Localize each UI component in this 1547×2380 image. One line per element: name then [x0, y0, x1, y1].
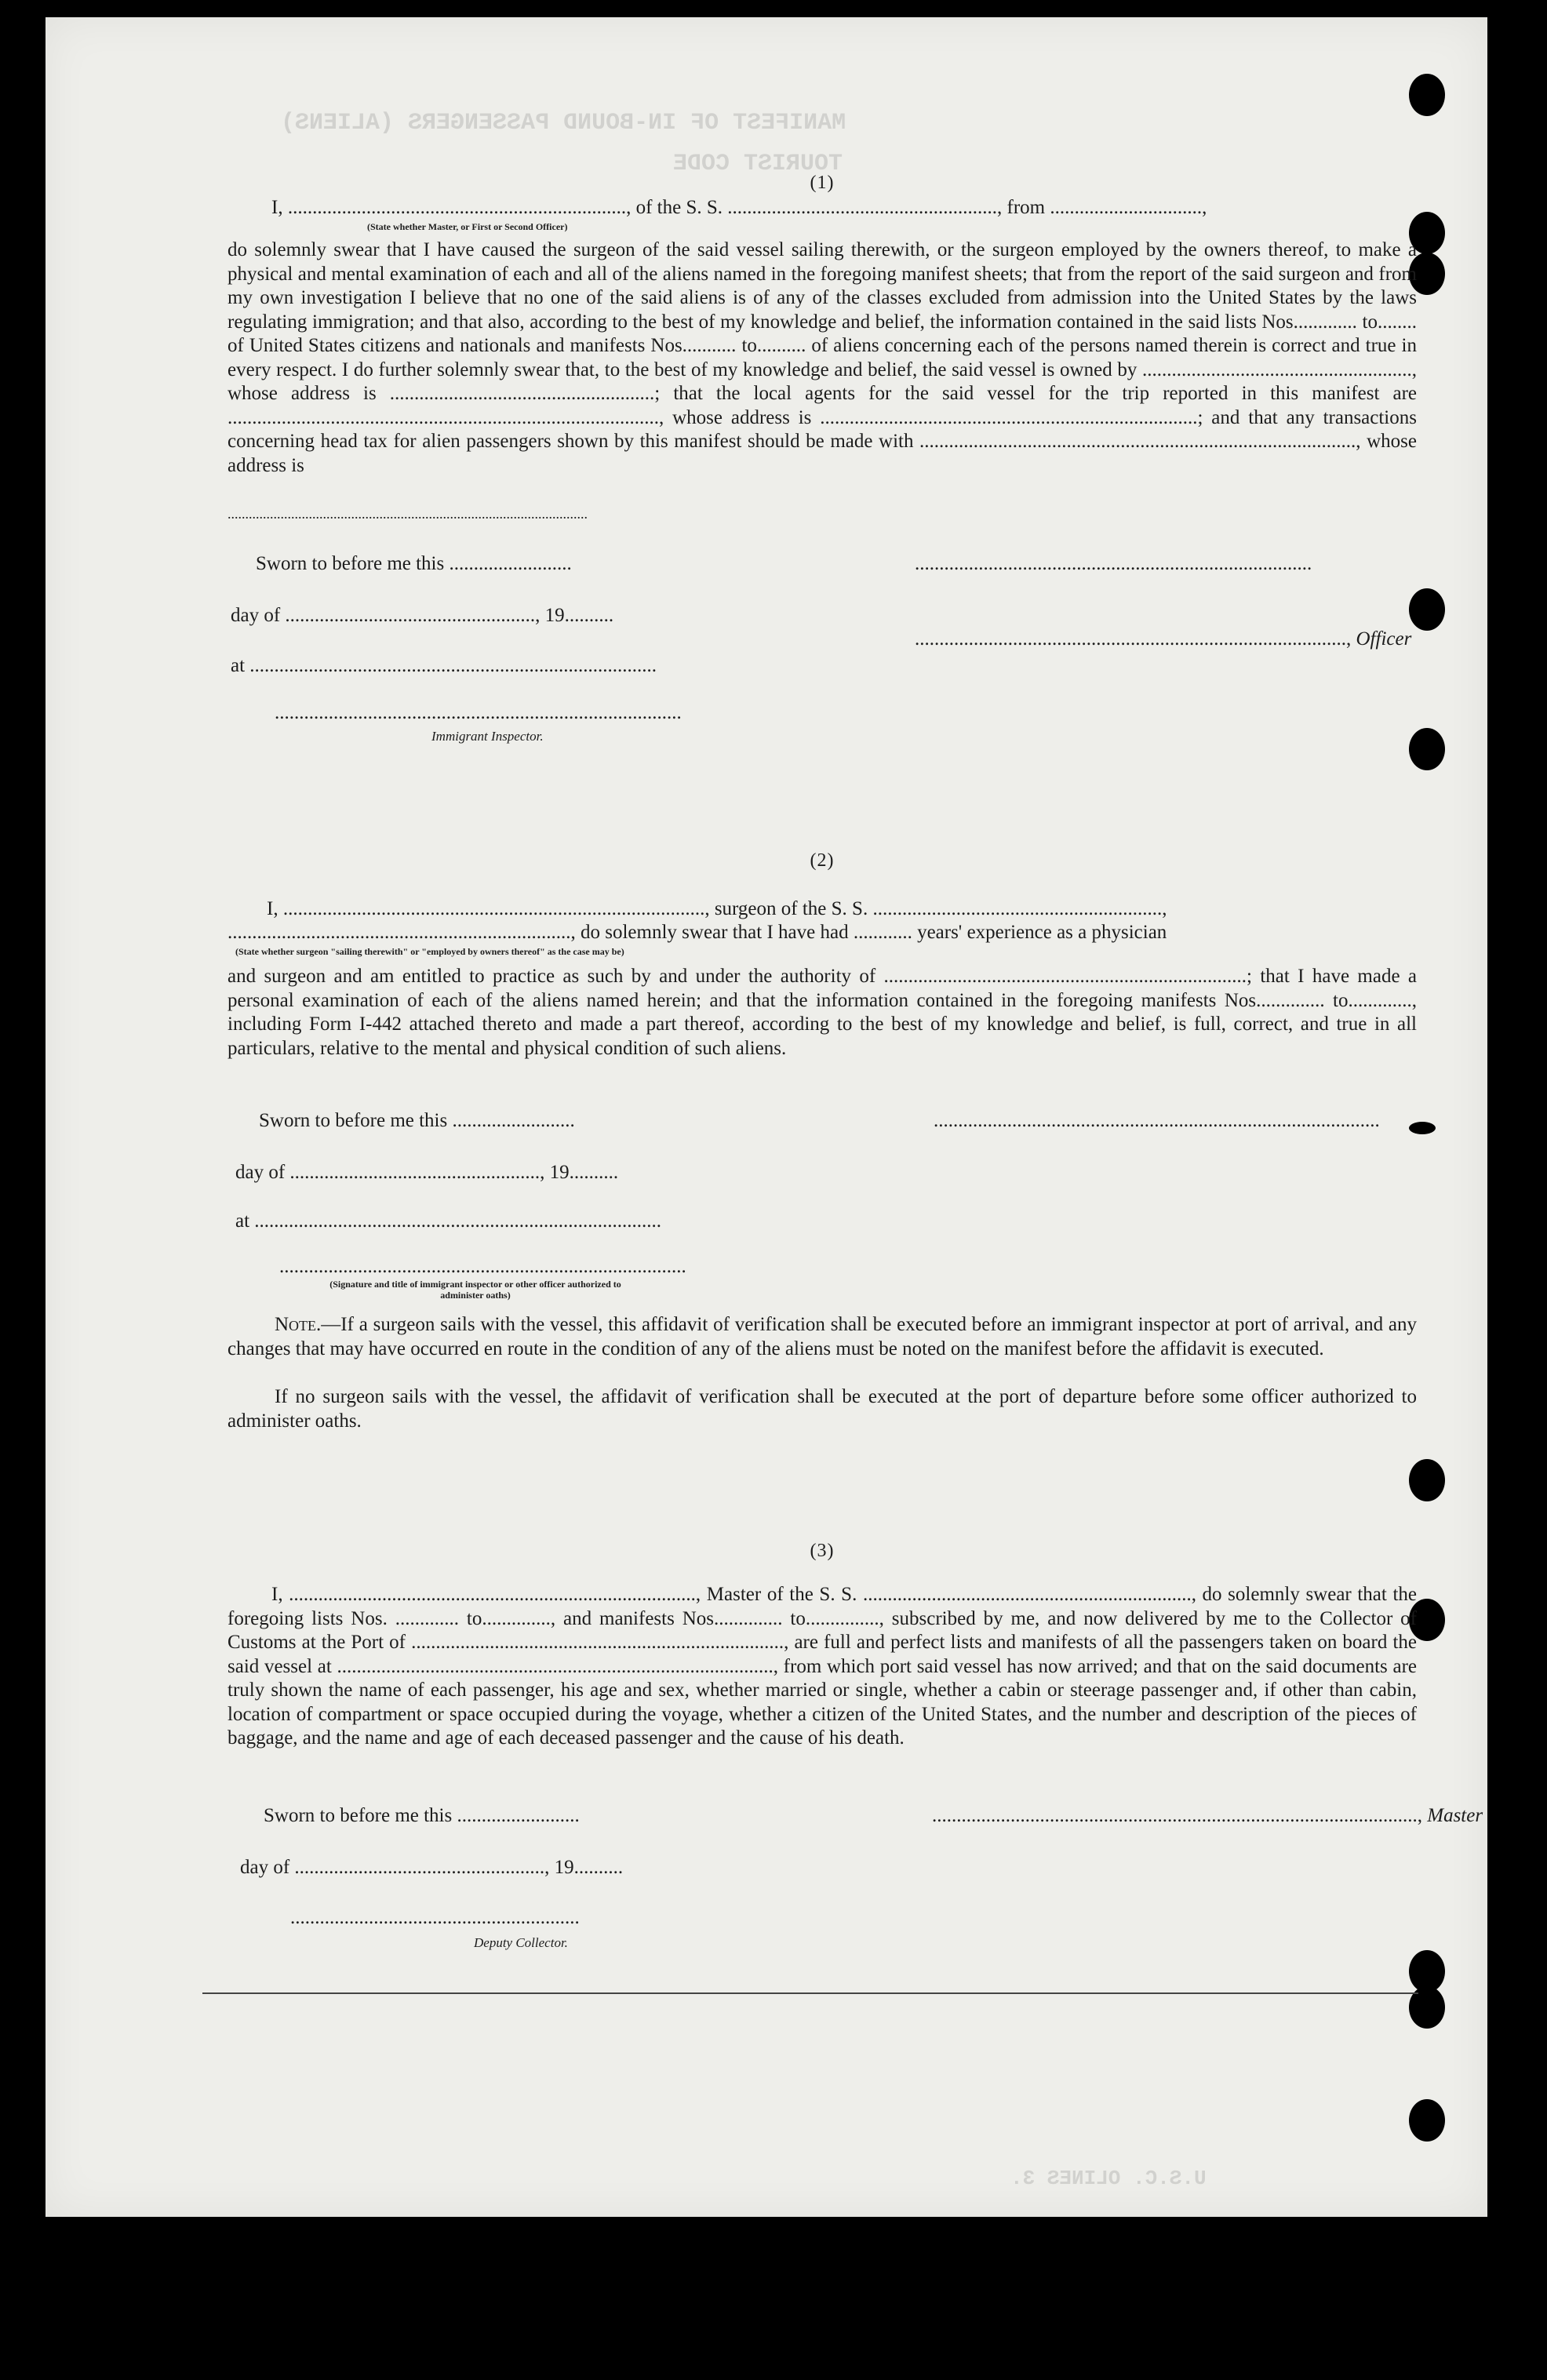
officer-caption: (State whether Master, or First or Second Officer) — [367, 221, 568, 232]
note-text: —If a surgeon sails with the vessel, this affidavit of verification shall be executed before an immigrant inspector at port of arrival, and any changes that may have occurred en route in the condition of any of the aliens must be noted on the manifest before the affidavit is executed. — [228, 1314, 1417, 1359]
at-field: at ................................................................................... — [231, 655, 657, 676]
surgeon-intro-line: I, ......................................................................................, surgeon of the S. S. ..........................................................., — [267, 898, 1167, 919]
bleed-through-header: MANIFEST OF IN-BOUND PASSENGERS (ALIENS) — [281, 110, 846, 136]
bottom-rule — [202, 1992, 1418, 1994]
section3-oath-body: I, ..................................................................................., Master of the S. S. ..................................................................., do solemnly swear that the foregoing lists Nos. ............. to.............., and manifests Nos.............. to..............., subscribed by me, and now delivered by me to the Collector of Customs at the Port of ............................................................................, are full and perfect lists and manifests of all the passengers taken on board the said vessel at ........................................................................................., from which port said vessel has now arrived; and that on the said documents are truly shown the name of each passenger, his age and sex, whether married or single, whether a cabin or steerage passenger and, if other than cabin, location of compartment or space occupied during the voyage, whether a citizen of the United States, and the number and description of the pieces of baggage, and the name and age of each deceased passenger and the cause of his death. — [228, 1584, 1417, 1749]
no-surgeon-note: If no surgeon sails with the vessel, the affidavit of verification shall be executed at the port of departure before some officer authorized to administer oaths. — [228, 1386, 1417, 1432]
inspector-caption: Immigrant Inspector. — [431, 729, 544, 744]
punch-hole — [1409, 74, 1445, 116]
collector-signature-line: ........................................................... — [290, 1907, 580, 1928]
master-dots: ..................................................................................................., — [932, 1805, 1428, 1826]
collector-caption: Deputy Collector. — [474, 1935, 568, 1950]
punch-hole — [1409, 1459, 1445, 1501]
officer-intro-line — [271, 196, 1417, 220]
sworn-before-label: Sworn to before me this ......................... — [256, 553, 572, 574]
surgeon-caption: (State whether surgeon "sailing therewith" or "employed by owners thereof" as the case may be) — [235, 946, 624, 957]
at-field: at ................................................................................... — [235, 1210, 662, 1232]
surgeon-experience-line: ......................................................................, do solemnly swear that I have had ............ years' experience as a physician — [228, 922, 1167, 943]
officer-title-line — [915, 628, 1411, 652]
inspector-signature-line: ................................................................................... — [275, 702, 682, 723]
bleed-through-subheader: TOURIST CODE — [673, 151, 843, 177]
officer-dots: ........................................................................................, — [915, 628, 1356, 650]
note-label: Note. — [275, 1314, 322, 1335]
section-number: (3) — [810, 1541, 835, 1561]
manifest-sheet — [46, 17, 1487, 2217]
section1-oath-body: do solemnly swear that I have caused the surgeon of the said vessel sailing therewith, or the surgeon employed by the owners thereof, to make a physical and mental examination of each and all of the aliens named in the foregoing manifest sheets; that from the report of the said surgeon and from my own investigation I believe that no one of the said aliens is of any of the classes excluded from admission into the United States by the laws regulating immigration; and that also, according to the best of my knowledge and belief, the information contained in the said lists Nos............. to........ of United States citizens and nationals and manifests Nos........... to.......... of aliens concerning each of the persons named therein is correct and true in every respect. I do further solemnly swear that, to the best of my knowledge and belief, the said vessel is owned by ......................................................., whose address is ......................................................; that the local agents for the said vessel for the trip reported in this manifest are ........................................................................................, whose address is .............................................................................; and that any transactions concerning head tax for alien passengers shown by this manifest should be made with ........................................................................................., whose address is — [228, 239, 1417, 476]
master-label: Master — [1427, 1805, 1483, 1826]
punch-hole — [1409, 1122, 1436, 1134]
punch-hole — [1409, 588, 1445, 631]
day-of-field: day of ..................................................., 19.......... — [231, 605, 614, 626]
master-signature-line — [932, 1804, 1483, 1829]
section-number: (2) — [810, 850, 835, 871]
surgeon-signature-line: ........................................................................................... — [934, 1110, 1380, 1131]
inspector-signature-line: ................................................................................... — [279, 1256, 686, 1277]
bleed-through-footer: U.S.C. OLINES 3. — [1010, 2167, 1207, 2190]
punch-hole — [1409, 728, 1445, 770]
section1-trailing-line: ...................................................................................................... — [228, 506, 588, 522]
punch-hole — [1409, 2099, 1445, 2142]
day-of-field: day of ..................................................., 19.......... — [235, 1162, 619, 1183]
officer-signature-line: ................................................................................. — [915, 553, 1312, 574]
officer-label: Officer — [1356, 628, 1412, 650]
section-number: (1) — [810, 173, 835, 193]
day-of-field: day of ..................................................., 19.......... — [240, 1857, 624, 1878]
section2-oath-body: and surgeon and am entitled to practice as such by and under the authority of ..........................................................................; that I have made a personal examination of each of the aliens named herein; and that the information contained in the foregoing manifests Nos.............. to............., including Form I-442 attached thereto and made a part thereof, according to the best of my knowledge and belief, is full, correct, and true in all particulars, relative to the mental and physical condition of such aliens. — [228, 966, 1417, 1059]
sworn-before-label: Sworn to before me this ......................... — [259, 1110, 575, 1131]
officer-intro-text: I, ....................................................................., of the S. S. ......................................................., from ..............................., — [271, 197, 1207, 218]
signature-title-caption: (Signature and title of immigrant inspector or other officer authorized to administer oaths) — [329, 1279, 621, 1301]
surgeon-note — [228, 1313, 1417, 1361]
sworn-before-label: Sworn to before me this ......................... — [264, 1805, 580, 1826]
